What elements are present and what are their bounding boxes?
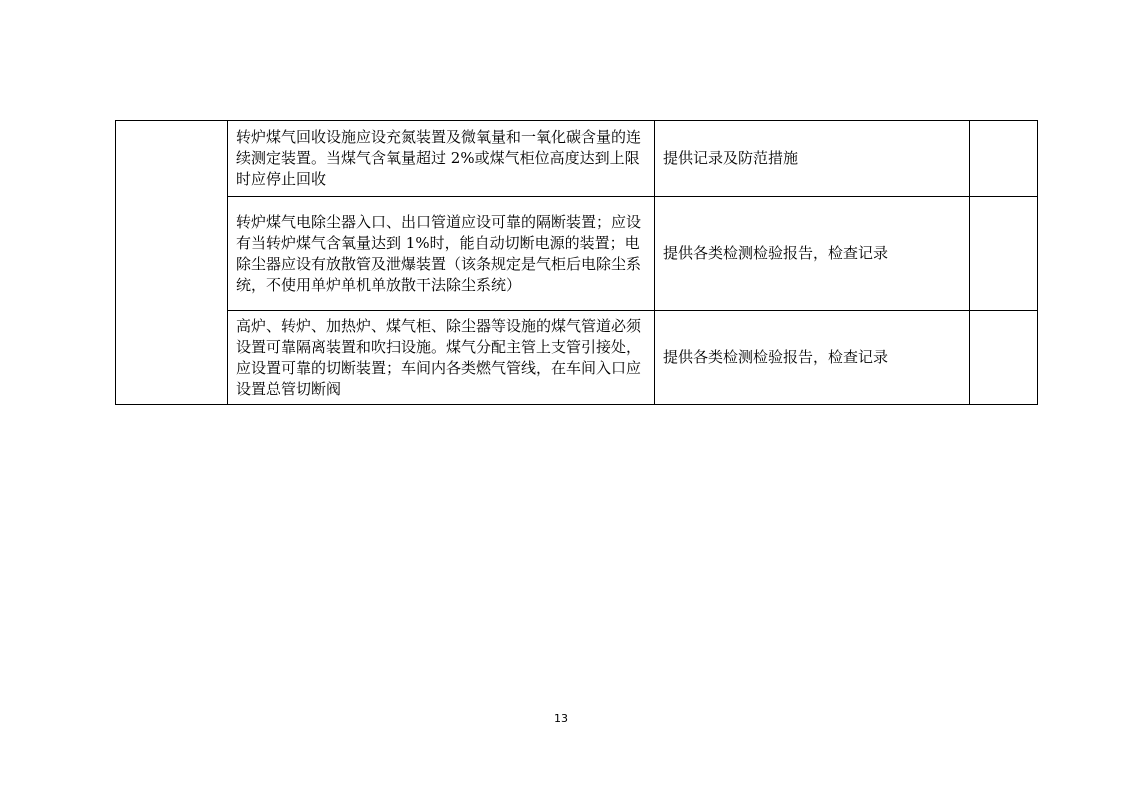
evidence-cell: 提供各类检测检验报告，检查记录 xyxy=(655,311,970,405)
requirement-cell: 转炉煤气回收设施应设充氮装置及微氧量和一氧化碳含量的连续测定装置。当煤气含氧量超过 2%或煤气柜位高度达到上限时应停止回收 xyxy=(228,121,655,197)
table-row xyxy=(116,311,1038,405)
result-cell xyxy=(970,121,1038,197)
result-cell xyxy=(970,197,1038,311)
table-row xyxy=(116,121,1038,197)
category-cell xyxy=(116,121,228,405)
table-row xyxy=(116,197,1038,311)
result-cell xyxy=(970,311,1038,405)
inspection-table xyxy=(115,120,1038,405)
evidence-cell: 提供各类检测检验报告，检查记录 xyxy=(655,197,970,311)
evidence-cell: 提供记录及防范措施 xyxy=(655,121,970,197)
requirement-cell: 高炉、转炉、加热炉、煤气柜、除尘器等设施的煤气管道必须设置可靠隔离装置和吹扫设施。煤气分配主管上支管引接处，应设置可靠的切断装置；车间内各类燃气管线，在车间入口应设置总管切断阀 xyxy=(228,311,655,405)
page-number: 13 xyxy=(554,712,568,725)
requirement-cell: 转炉煤气电除尘器入口、出口管道应设可靠的隔断装置；应设有当转炉煤气含氧量达到 1%时，能自动切断电源的装置；电除尘器应设有放散管及泄爆装置（该条规定是气柜后电除尘系统，不使用单炉单机单放散干法除尘系统） xyxy=(228,197,655,311)
